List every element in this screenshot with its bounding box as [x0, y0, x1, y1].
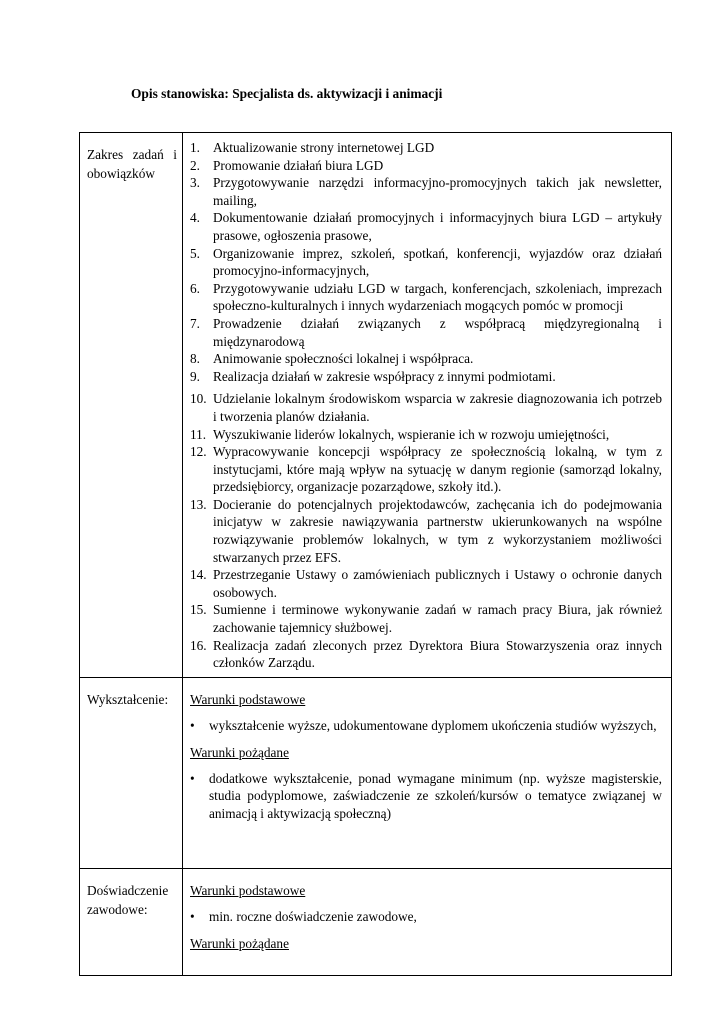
- task-number: 2.: [190, 157, 200, 173]
- task-text: Wyszukiwanie liderów lokalnych, wspieranie ich w rozwoju umiejętności,: [213, 426, 610, 442]
- task-text: Prowadzenie działań związanych z współpracą międzyregionalną i międzynarodową: [213, 315, 662, 349]
- doswiadczenie-preferred-heading: Warunki pożądane: [190, 936, 289, 952]
- task-item: [190, 139, 662, 157]
- task-text: Animowanie społeczności lokalnej i współpraca.: [213, 351, 474, 367]
- task-number: 13.: [190, 496, 207, 512]
- task-text: Aktualizowanie strony internetowej LGD: [213, 140, 435, 155]
- task-item: [190, 496, 662, 566]
- task-text: Przygotowywanie udziału LGD w targach, konferencjach, szkoleniach, imprezach społeczno-kulturalnych i innych wydarzeniach mogących pomóc w promocji: [213, 280, 662, 314]
- task-item: [190, 350, 662, 368]
- task-number: 6.: [190, 280, 200, 296]
- task-text: Przestrzeganie Ustawy o zamówieniach publicznych i Ustawy o ochronie danych osobowych.: [213, 567, 662, 600]
- bullet-item: [190, 908, 662, 926]
- task-number: 1.: [190, 140, 200, 155]
- task-number: 10.: [190, 391, 207, 407]
- bullet-text: wykształcenie wyższe, udokumentowane dyplomem ukończenia studiów wyższych,: [209, 717, 657, 733]
- wyksztalcenie-preferred-heading: Warunki pożądane: [190, 745, 289, 761]
- zakres-label-line1: Zakres zadań i: [87, 147, 177, 162]
- task-item: [190, 315, 662, 350]
- task-item: [190, 637, 662, 672]
- task-number: 7.: [190, 315, 200, 331]
- wyksztalcenie-label-cell: [80, 678, 183, 869]
- task-number: 16.: [190, 637, 207, 653]
- task-number: 11.: [190, 426, 207, 442]
- bullet-item: [190, 717, 662, 735]
- task-list: [190, 139, 662, 672]
- task-item: [190, 566, 662, 601]
- doswiadczenie-basic-list: [190, 908, 662, 926]
- page-title: Opis stanowiska: Specjalista ds. aktywizacji i animacji: [131, 86, 443, 101]
- task-number: 9.: [190, 368, 200, 384]
- task-item: [190, 601, 662, 636]
- wyksztalcenie-basic-heading: Warunki podstawowe: [190, 692, 306, 707]
- zakres-label-line2: obowiązków: [87, 166, 155, 181]
- task-text: Sumienne i terminowe wykonywanie zadań w ramach pracy Biura, jak również zachowanie tajemnicy służbowej.: [213, 602, 662, 636]
- bullet-icon: •: [190, 717, 195, 733]
- task-number: 12.: [190, 444, 207, 460]
- bullet-text: dodatkowe wykształcenie, ponad wymagane minimum (np. wyższe magisterskie, studia podyplomowe, zaświadczenie ze szkoleń/kursów o tematyce związanej w animacją i aktywizacją społeczną): [209, 770, 662, 821]
- task-number: 4.: [190, 210, 200, 226]
- task-text: Promowanie działań biura LGD: [213, 157, 384, 173]
- task-item: [190, 245, 662, 280]
- job-description-table: [79, 132, 672, 976]
- task-text: Udzielanie lokalnym środowiskom wsparcia w zakresie diagnozowania ich potrzeb i tworzenia planów działania.: [213, 391, 662, 424]
- task-text: Wypracowywanie koncepcji współpracy ze społecznością lokalną, w tym z instytucjami, które mają wpływ na sytuację w danym regionie (samorząd lokalny, przedsiębiorcy, organizacje pozarządowe, szkoły itd.).: [213, 444, 662, 495]
- task-number: 15.: [190, 602, 207, 618]
- task-text: Docieranie do potencjalnych projektodawców, zachęcania ich do podejmowania inicjatyw w zakresie nawiązywania partnerstw ukierunkowanych na wspólne rozwiązywanie problemów lokalnych, w tym z wykorzystaniem możliwości stwarzanych przez EFS.: [213, 496, 662, 565]
- task-text: Realizacja działań w zakresie współpracy z innymi podmiotami.: [213, 368, 556, 384]
- doswiadczenie-label-line2: zawodowe:: [87, 902, 148, 917]
- bullet-icon: •: [190, 770, 195, 786]
- doswiadczenie-label-line1: Doświadczenie: [87, 883, 169, 898]
- bullet-icon: •: [190, 908, 195, 924]
- row-zakres: [80, 133, 672, 678]
- task-item: [190, 443, 662, 496]
- bullet-text: min. roczne doświadczenie zawodowe,: [209, 908, 417, 924]
- zakres-label-cell: [80, 133, 183, 678]
- task-text: Dokumentowanie działań promocyjnych i informacyjnych biura LGD – artykuły prasowe, ogłoszenia prasowe,: [213, 210, 662, 243]
- task-text: Przygotowywanie narzędzi informacyjno-promocyjnych takich jak newsletter, mailing,: [213, 175, 662, 208]
- row-doswiadczenie: [80, 869, 672, 976]
- wyksztalcenie-label: Wykształcenie:: [87, 692, 169, 707]
- wyksztalcenie-basic-list: [190, 717, 662, 735]
- task-text: Organizowanie imprez, szkoleń, spotkań, konferencji, wyjazdów oraz działań promocyjno-informacyjnych,: [213, 245, 662, 279]
- task-item: [190, 426, 662, 444]
- task-number: 3.: [190, 175, 200, 191]
- task-number: 5.: [190, 245, 200, 261]
- task-item: [190, 157, 662, 175]
- task-item: [190, 390, 662, 425]
- task-number: 14.: [190, 567, 207, 583]
- doswiadczenie-basic-heading: Warunki podstawowe: [190, 883, 306, 898]
- task-number: 8.: [190, 351, 200, 367]
- row-wyksztalcenie: [80, 678, 672, 869]
- task-item: [190, 209, 662, 244]
- task-item: [190, 280, 662, 315]
- doswiadczenie-label-cell: [80, 869, 183, 976]
- zakres-content-cell: [183, 133, 672, 678]
- task-item: [190, 174, 662, 209]
- doswiadczenie-content-cell: [183, 869, 672, 976]
- wyksztalcenie-content-cell: [183, 678, 672, 869]
- wyksztalcenie-preferred-list: [190, 770, 662, 823]
- task-text: Realizacja zadań zleconych przez Dyrektora Biura Stowarzyszenia oraz innych członków Zarządu.: [213, 637, 662, 671]
- bullet-item: [190, 770, 662, 823]
- task-item: [190, 368, 662, 386]
